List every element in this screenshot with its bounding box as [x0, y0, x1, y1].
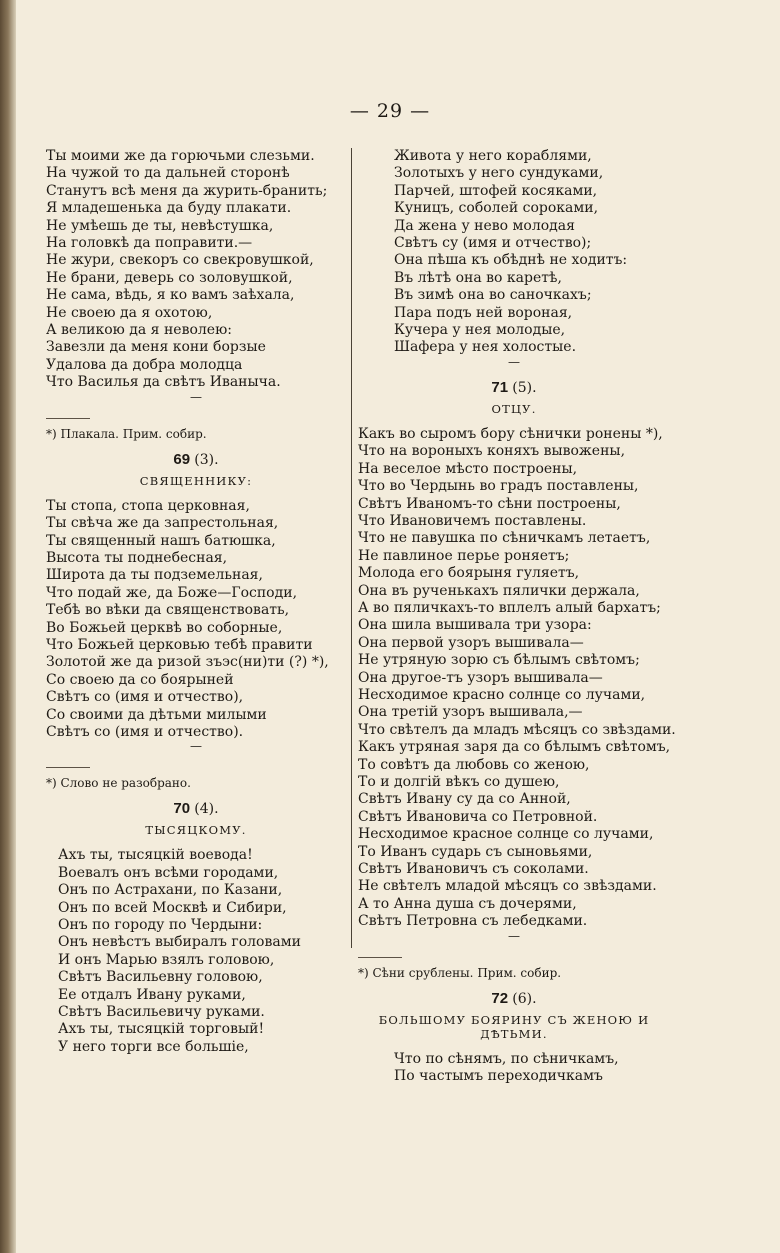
verse-line: Высота ты поднебесная,	[46, 549, 228, 566]
right-column	[358, 148, 676, 1085]
verse-line: Не свѣтелъ младой мѣсяцъ со звѣздами.	[358, 878, 657, 895]
verse-line: А великою да я неволею:	[46, 322, 232, 339]
verse-line: А то Анна душа съ дочерями,	[358, 895, 577, 912]
verse-line: Что подай же, да Боже—Господи,	[46, 584, 298, 601]
verse-line: Я младешенька да буду плакати.	[46, 200, 292, 217]
book-spine-shadow	[0, 0, 16, 1253]
verse-line: Завезли да меня кони борзые	[46, 339, 266, 356]
verse-line: На чужой то да дальней сторонѣ	[46, 165, 290, 182]
verse-line: Ты священный нашъ батюшка,	[46, 532, 276, 549]
verse-line: Шафера у нея холостые.	[394, 339, 577, 356]
verse-line: Золотой же да ризой зъэс(ни)ти (?) *),	[46, 654, 329, 671]
verse-line: Свѣтъ Ивановичъ съ соколами.	[358, 861, 589, 878]
verse-line: Живота у него кораблями,	[394, 148, 592, 164]
verse-line: Онъ по Астрахани, по Казани,	[58, 882, 283, 899]
verse-line: Что не павушка по сѣничкамъ летаетъ,	[358, 530, 651, 547]
verse-line: Не утряную зорю съ бѣлымъ свѣтомъ;	[358, 652, 640, 669]
section-69-number: 69	[173, 450, 191, 468]
verse-line: То и долгій вѣкъ со душею,	[358, 774, 560, 790]
section-72-heading	[358, 990, 670, 1007]
verse-line: Со своими да дѣтьми милыми	[46, 706, 267, 723]
footnote-rule	[46, 418, 90, 419]
verse-line: Онъ по всей Москвѣ и Сибири,	[58, 899, 287, 916]
verse-line: Кучера у нея молодые,	[394, 322, 566, 339]
footnote-rule	[46, 767, 90, 768]
left-verse-b	[46, 498, 346, 742]
verse-line: То Иванъ сударь съ сыновьями,	[358, 843, 593, 860]
verse-line: Ее отдалъ Ивану руками,	[58, 986, 246, 1003]
verse-line: Во Божьей церквѣ во соборные,	[46, 619, 283, 636]
verse-line: Не умѣешь де ты, невѣстушка,	[46, 217, 274, 234]
footnote-rule	[358, 957, 402, 958]
verse-line: Свѣтъ Ивану су да со Анной,	[358, 791, 571, 808]
verse-line: Золотыхъ у него сундуками,	[394, 165, 604, 182]
verse-line: Несходимое красное солнце со лучами,	[358, 826, 654, 843]
left-verse-a	[46, 148, 346, 392]
section-end-dash: —	[190, 739, 202, 754]
section-72-title: БОЛЬШОМУ БОЯРИНУ СЪ ЖЕНОЮ И ДѢТЬМИ.	[378, 1012, 650, 1041]
verse-line: Куницъ, соболей сороками,	[394, 200, 599, 217]
section-71-subnumber: (5).	[512, 379, 537, 396]
verse-line: Свѣтъ су (имя и отчество);	[394, 235, 592, 252]
section-71-heading	[358, 379, 670, 396]
verse-line: Она третій узоръ вышивала,—	[358, 704, 583, 721]
section-70-title: ТЫСЯЦКОМУ.	[145, 823, 247, 838]
verse-line: Не своею да я охотою,	[46, 304, 213, 321]
verse-line: Что свѣтелъ да младъ мѣсяцъ со звѣздами.	[358, 721, 676, 738]
verse-line: Широта да ты подземельная,	[46, 567, 263, 584]
verse-line: Не жури, свекоръ со свекровушкой,	[46, 252, 314, 269]
verse-line: Несходимое красно солнце со лучами,	[358, 686, 646, 703]
verse-line: Молода его боярыня гуляетъ,	[358, 565, 580, 582]
verse-line: Ты моими же да горючьми слезьми.	[46, 148, 315, 164]
verse-line: Онъ невѣстъ выбиралъ головами	[58, 934, 301, 951]
verse-line: Она пѣша къ обѣднѣ не ходитъ:	[394, 252, 628, 269]
section-70-subnumber: (4).	[194, 801, 219, 818]
verse-line: Ты свѣча же да запрестольная,	[46, 515, 279, 532]
verse-line: Она другое-тъ узоръ вышивала—	[358, 669, 603, 686]
verse-line: Ахъ ты, тысяцкій торговый!	[58, 1021, 265, 1038]
right-verse-b	[358, 425, 676, 931]
section-71-number: 71	[491, 378, 509, 396]
verse-line: Въ лѣтѣ она во каретѣ,	[394, 269, 562, 286]
section-70-number: 70	[173, 800, 191, 818]
verse-line: Свѣтъ Ивановича со Петровной.	[358, 808, 598, 825]
section-69-subnumber: (3).	[194, 451, 219, 468]
verse-line: Пара подъ ней вороная,	[394, 304, 573, 321]
footnote-slovo: *) Слово не разобрано.	[46, 776, 191, 791]
verse-line: Свѣтъ со (имя и отчество).	[46, 723, 244, 740]
section-71-title: ОТЦУ.	[491, 401, 537, 416]
section-70-heading	[46, 800, 346, 817]
verse-line: Свѣтъ Васильевну головою,	[58, 969, 263, 986]
verse-line: Не брани, деверь со золовушкой,	[46, 269, 293, 286]
right-verse-c	[358, 1051, 670, 1086]
verse-line: Станутъ всѣ меня да журить-бранить;	[46, 182, 328, 199]
verse-line: Со своею да со боярыней	[46, 671, 234, 688]
verse-line: У него торги все большіе,	[58, 1038, 249, 1055]
verse-line: Она въ рученькахъ пялички держала,	[358, 582, 640, 599]
footnote-seni: *) Сѣни срублены. Прим. собир.	[358, 965, 562, 980]
verse-line: По частымъ переходичкамъ	[394, 1068, 603, 1085]
left-column	[46, 148, 346, 1056]
section-69-heading	[46, 451, 346, 468]
verse-line: Свѣтъ Иваномъ-то сѣни построены,	[358, 495, 621, 512]
section-72-subnumber: (6).	[512, 990, 537, 1007]
section-end-dash: —	[508, 928, 520, 943]
verse-line: Какъ утряная заря да со бѣлымъ свѣтомъ,	[358, 739, 671, 756]
verse-line: Свѣтъ Петровна съ лебедками.	[358, 913, 588, 930]
verse-line: Что Василья да свѣтъ Иваныча.	[46, 374, 281, 391]
verse-line: Воевалъ онъ всѣми городами,	[58, 864, 279, 881]
verse-line: Парчей, штофей косяками,	[394, 182, 598, 199]
verse-line: Тебѣ во вѣки да священствовать,	[46, 602, 290, 619]
verse-line: Не павлиное перье роняетъ;	[358, 547, 570, 564]
section-69-title: СВЯЩЕННИКУ:	[139, 473, 253, 488]
right-verse-a	[358, 148, 670, 357]
section-end-dash: —	[508, 354, 520, 369]
verse-line: То совѣтъ да любовь со женою,	[358, 756, 590, 773]
verse-line: На головкѣ да поправити.—	[46, 235, 253, 252]
verse-line: Свѣтъ Васильевичу руками.	[58, 1004, 265, 1021]
verse-line: Онъ по городу по Чердыни:	[58, 917, 263, 933]
page-number: — 29 —	[349, 100, 431, 122]
verse-line: Ахъ ты, тысяцкій воевода!	[58, 847, 253, 864]
verse-line: Да жена у нево молодая	[394, 217, 575, 234]
verse-line: Какъ во сыромъ бору сѣнички ронены *),	[358, 425, 663, 442]
verse-line: Она шила вышивала три узора:	[358, 617, 592, 634]
verse-line: Не сама, вѣдь, я ко вамъ заѣхала,	[46, 287, 295, 304]
verse-line: Что Божьей церковью тебѣ правити	[46, 636, 313, 653]
verse-line: Ты стопа, стопа церковная,	[46, 497, 250, 514]
verse-line: Что на вороныхъ коняхъ вывожены,	[358, 443, 626, 460]
verse-line: Свѣтъ со (имя и отчество),	[46, 689, 244, 706]
column-divider	[351, 148, 352, 948]
verse-line: Въ зимѣ она во саночкахъ;	[394, 287, 592, 304]
section-end-dash: —	[190, 389, 202, 404]
verse-line: И онъ Марью взялъ головою,	[58, 951, 275, 968]
verse-line: Что во Чердынь во градъ поставлены,	[358, 478, 639, 495]
verse-line: Что по сѣнямъ, по сѣничкамъ,	[394, 1050, 619, 1067]
left-verse-c	[46, 847, 346, 1056]
verse-line: Что Ивановичемъ поставлены.	[358, 512, 587, 529]
footnote-plakala: *) Плакала. Прим. собир.	[46, 426, 207, 441]
verse-line: На веселое мѣсто построены,	[358, 460, 578, 477]
verse-line: Она первой узоръ вышивала—	[358, 634, 584, 651]
section-72-number: 72	[491, 989, 509, 1007]
verse-line: А во пяличкахъ-то вплелъ алый бархатъ;	[358, 599, 661, 616]
verse-line: Удалова да добра молодца	[46, 356, 243, 373]
